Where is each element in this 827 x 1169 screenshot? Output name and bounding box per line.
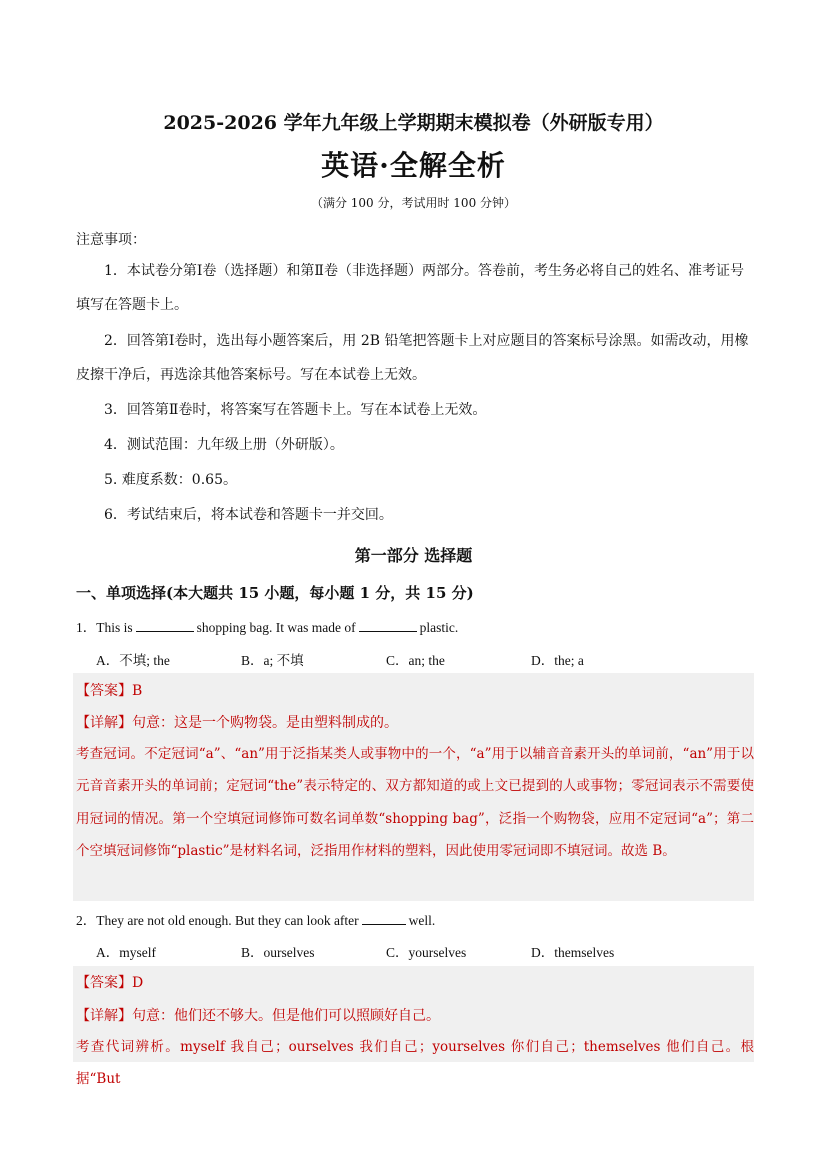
detail-tag: 【详解】: [76, 715, 132, 731]
part-title: 一、单项选择(本大题共 15 小题，每小题 1 分，共 15 分): [76, 584, 474, 602]
question-stem: [76, 909, 435, 929]
note-item: 5. 难度系数：0.65。: [104, 472, 237, 488]
detail-line: [76, 1005, 440, 1025]
option-c: C．an; the: [386, 653, 445, 668]
exam-title: 2025-2026 学年九年级上学期期末模拟卷（外研版专用）: [163, 112, 664, 134]
answer-blank: [362, 912, 406, 925]
detail-text: 句意：他们还不够大。但是他们可以照顾好自己。: [132, 1008, 440, 1024]
detail-tag: 【详解】: [76, 1008, 132, 1024]
detail-text: 句意：这是一个购物袋。是由塑料制成的。: [132, 715, 398, 731]
answer-tag: 【答案】: [76, 683, 132, 699]
answer-line: [76, 972, 143, 992]
explanation-text: 考查冠词。不定冠词“a”、“an”用于泛指某类人或事物中的一个，“a”用于以辅音音素开头的单词前，“an”用于以元音音素开头的单词前；定冠词“the”表示特定的、双方都知道的或上文已提到的人或事物；零冠词表示不需要使用冠词的情况。第一个空填冠词修饰可数名词单数“shopping bag”，泛指一个购物袋，应用不定冠词“a”；第二个空填冠词修饰“plastic”是材料名词，泛指用作材料的塑料，因此使用零冠词即不填冠词。故选 B。: [76, 746, 754, 860]
stem-text: 1．This is: [76, 620, 133, 635]
answer-tag: 【答案】: [76, 975, 132, 991]
note-item: 3．回答第Ⅱ卷时，将答案写在答题卡上。写在本试卷上无效。: [104, 402, 487, 418]
section-title: 第一部分 选择题: [354, 546, 473, 565]
stem-text: 2．They are not old enough. But they can look after: [76, 913, 359, 928]
note-item: 2．回答第Ⅰ卷时，选出每小题答案后，用 2B 铅笔把答题卡上对应题目的答案标号涂黑。如需改动，用橡皮擦干净后，再选涂其他答案标号。写在本试卷上无效。: [76, 333, 749, 383]
question-options: [96, 941, 676, 961]
option-d: D．themselves: [531, 945, 615, 960]
answer-value: D: [132, 975, 144, 991]
stem-text: plastic.: [419, 620, 459, 635]
option-a: A．myself: [96, 945, 156, 960]
exam-subtitle: 英语·全解全析: [321, 149, 506, 182]
option-c: C．yourselves: [386, 945, 467, 960]
stem-text: well.: [408, 913, 436, 928]
option-b: B．a; 不填: [241, 653, 304, 668]
stem-text: shopping bag. It was made of: [196, 620, 356, 635]
answer-blank: [359, 619, 417, 632]
option-a: A．不填; the: [96, 653, 170, 668]
detail-line: [76, 712, 398, 732]
note-item: 6．考试结束后，将本试卷和答题卡一并交回。: [104, 507, 393, 523]
question-options: [96, 649, 676, 669]
answer-blank: [136, 619, 194, 632]
note-item: 1．本试卷分第Ⅰ卷（选择题）和第Ⅱ卷（非选择题）两部分。答卷前，考生务必将自己的姓名、准考证号填写在答题卡上。: [76, 263, 744, 313]
option-b: B．ourselves: [241, 945, 315, 960]
note-item: 4．测试范围：九年级上册（外研版）。: [104, 437, 344, 453]
exam-info: （满分 100 分，考试用时 100 分钟）: [310, 196, 517, 210]
answer-value: B: [132, 683, 143, 699]
question-stem: [76, 616, 458, 636]
option-d: D．the; a: [531, 653, 584, 668]
answer-line: [76, 680, 142, 700]
explanation-text: 考查代词辨析。myself 我自己；ourselves 我们自己；yourselves 你们自己；themselves 他们自己。根据“But: [76, 1039, 754, 1088]
notes-heading: 注意事项：: [76, 232, 146, 248]
